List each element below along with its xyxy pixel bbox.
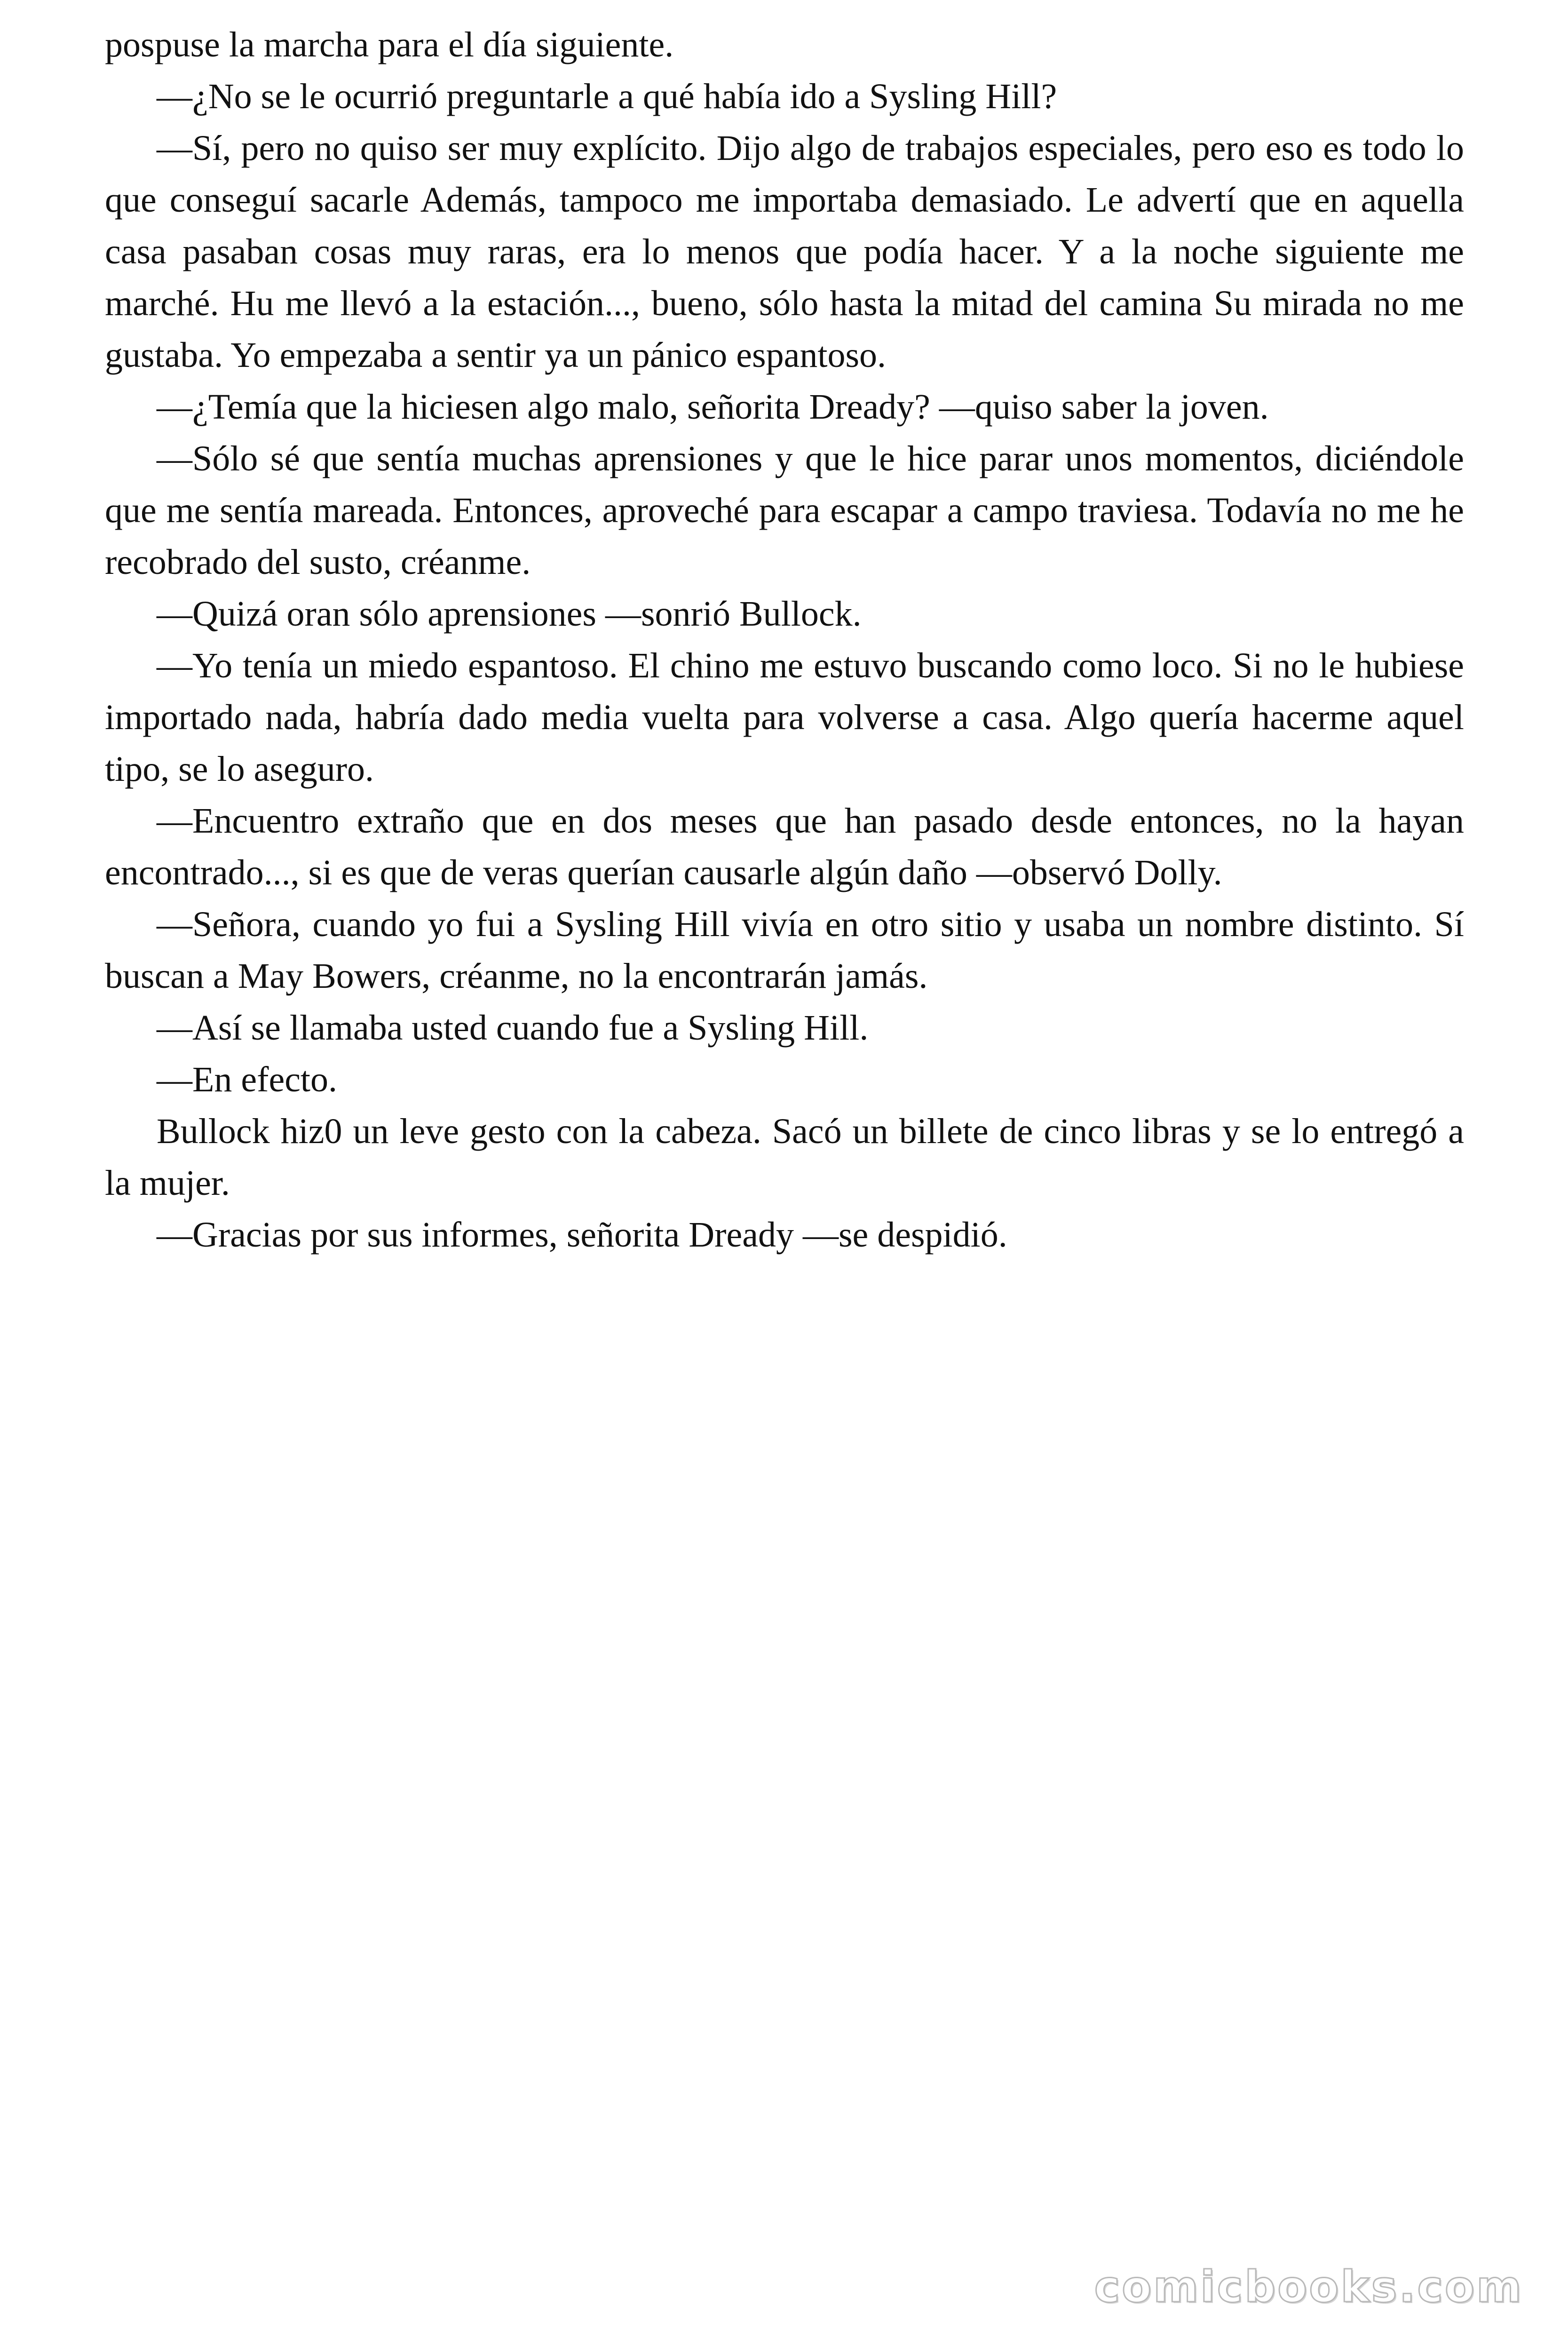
paragraph-5: —Sólo sé que sentía muchas aprensiones y que le hice parar unos momentos, diciéndole que me sentía mareada. Entonces, aproveché para escapar a campo traviesa. Todavía no me he recobrado del susto, créanme. [105, 439, 1464, 582]
paragraph-11: —En efecto. [157, 1060, 338, 1099]
paragraph-10: —Así se llamaba usted cuando fue a Sysling Hill. [157, 1008, 869, 1048]
paragraph-4: —¿Temía que la hiciesen algo malo, señorita Dready? —quiso saber la joven. [157, 387, 1269, 427]
paragraph-6: —Quizá oran sólo aprensiones —sonrió Bullock. [157, 594, 862, 634]
paragraph-1: pospuse la marcha para el día siguiente. [105, 25, 674, 64]
watermark-logo: comicbooks.com [1094, 2262, 1523, 2312]
paragraph-12: Bullock hiz0 un leve gesto con la cabeza. Sacó un billete de cinco libras y se lo entregó a la mujer. [105, 1112, 1464, 1203]
paragraph-13: —Gracias por sus informes, señorita Dready —se despidió. [157, 1215, 1007, 1255]
paragraph-8: —Encuentro extraño que en dos meses que han pasado desde entonces, no la hayan encontrado..., si es que de veras querían causarle algún daño —observó Dolly. [105, 801, 1464, 892]
paragraph-9: —Señora, cuando yo fui a Sysling Hill vivía en otro sitio y usaba un nombre distinto. Sí buscan a May Bowers, créanme, no la encontrarán jamás. [105, 905, 1464, 996]
paragraph-2: —¿No se le ocurrió preguntarle a qué había ido a Sysling Hill? [157, 77, 1057, 116]
paragraph-3: —Sí, pero no quiso ser muy explícito. Dijo algo de trabajos especiales, pero eso es todo lo que conseguí sacarle Además, tampoco me importaba demasiado. Le advertí que en aquella casa pasaban cosas muy raras, era lo menos que podía hacer. Y a la noche siguiente me marché. Hu me llevó a la estación..., bueno, sólo hasta la mitad del camina Su mirada no me gustaba. Yo empezaba a sentir ya un pánico espantoso. [105, 128, 1464, 375]
paragraph-7: —Yo tenía un miedo espantoso. El chino me estuvo buscando como loco. Si no le hubiese importado nada, habría dado media vuelta para volverse a casa. Algo quería hacerme aquel tipo, se lo aseguro. [105, 646, 1464, 789]
page-body-text [105, 19, 1464, 1261]
